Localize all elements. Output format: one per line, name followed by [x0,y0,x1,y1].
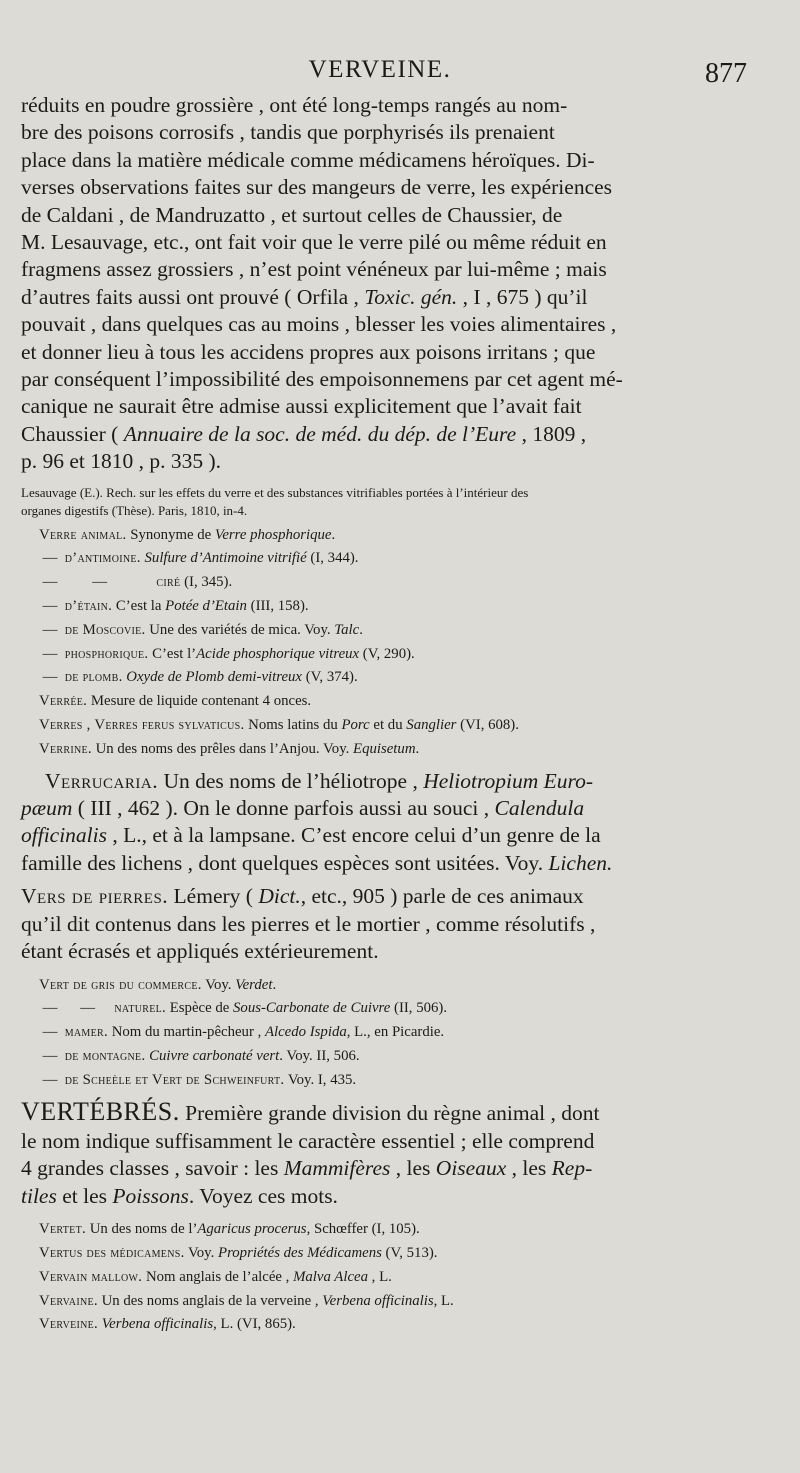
text-line: M. Lesauvage, etc., ont fait voir que le verre pilé ou même réduit en [21,230,607,255]
text-line: verses observations faites sur des mangeurs de verre, les expériences [21,175,613,200]
vert-entries [21,974,759,1093]
entry-verre-antimoine: — d’antimoine. Sulfure d’Antimoine vitrifié (I, 344). [42,550,359,567]
entry-vervain-mallow: Vervain mallow. Nom anglais de l’alcée , Malva Alcea , L. [39,1268,392,1285]
intro-paragraph [21,92,759,476]
entry-vers-de-pierres: Vers de pierres. Lémery ( Dict., etc., 905 ) parle de ces animaux qu’il dit contenus dans les pierres et le mortier , comme résolutifs , étant écrasés et appliqués extérieurement. [21,884,596,964]
entry-verres: Verres , Verres ferus sylvaticus. Noms latins du Porc et du Sanglier (VI, 608). [39,717,519,734]
page-number: 877 [705,58,747,89]
text-line: canique ne saurait être admise aussi explicitement que l’avait fait [21,394,582,419]
text-line: et donner lieu à tous les accidens propres aux poisons irritans ; que [21,339,596,364]
text-line: fragmens assez grossiers , n’est point vénéneux par lui-même ; mais [21,257,607,282]
entry-vertebres: VERTÉBRÉS. Première grande division du règne animal , dont le nom indique suffisamment le caractère essentiel ; elle comprend 4 grandes classes , savoir : les Mammifères , les Oiseaux , les Rep- tiles et les Poissons. Voyez ces mots. [21,1097,600,1208]
text-line: par conséquent l’impossibilité des empoisonnemens par cet agent mé- [21,367,623,392]
text-line: Chaussier ( [21,421,124,446]
entry-verre-etain: — d’étain. C’est la Potée d’Etain (III, 158). [42,598,309,615]
entry-verre-moscovie: — de Moscovie. Une des variétés de mica. Voy. Talc. [42,621,363,638]
citation-title: Toxic. gén. [364,284,458,309]
text-line: de Caldani , de Mandruzatto , et surtout celles de Chaussier, de [21,202,563,227]
text-line: d’autres faits aussi ont prouvé ( Orfila , [21,284,365,309]
running-head: VERVEINE. [308,56,452,83]
entry-verre-phosphorique: — phosphorique. C’est l’Acide phosphorique vitreux (V, 290). [42,645,415,662]
bibliographic-reference [21,484,759,520]
entry-vert-scheele: — de Scheèle et Vert de Schweinfurt. Voy. I, 435. [42,1071,357,1088]
entry-vertus: Vertus des médicamens. Voy. Propriétés des Médicamens (V, 513). [39,1244,438,1261]
entry-verre-plomb: — de plomb. Oxyde de Plomb demi-vitreux (V, 374). [42,669,358,686]
verre-entries [21,524,759,691]
entry-vert-naturel: — — naturel. Espèce de Sous-Carbonate de Cuivre (II, 506). [42,1000,448,1017]
page-body [21,92,759,1337]
entry-verrucaria: Verrucaria. Un des noms de l’héliotrope , Heliotropium Euro- pæum ( III , 462 ). On le donne parfois aussi au souci , Calendula officinalis , L., et à la lampsane. C’est encore celui d’un genre de la famille des lichens , dont quelques espèces sont usitées. Voy. Lichen. [21,768,613,875]
text-line: , I , 675 ) qu’il [457,284,588,309]
citation-title: Annuaire de la soc. de méd. du dép. de l’Eure [123,421,517,446]
final-entries [21,1218,759,1337]
entry-verrine: Verrine. Un des noms des prêles dans l’Anjou. Voy. Equisetum. [39,740,420,757]
text-line: bre des poisons corrosifs , tandis que porphyrisés ils prenaient [21,120,555,145]
misc-entries [21,690,759,761]
entry-vert-mamer: — mamer. Nom du martin-pêcheur , Alcedo Ispida, L., en Picardie. [42,1024,445,1041]
text-line: p. 96 et 1810 , p. 335 ). [21,449,222,474]
entry-verre-antimoine-cire: — — ciré (I, 345). [42,574,233,591]
text-line: réduits en poudre grossière , ont été long-temps rangés au nom- [21,93,568,117]
text-line: pouvait , dans quelques cas au moins , blesser les voies alimentaires , [21,312,617,337]
entry-vert-de-gris: Vert de gris du commerce. Voy. Verdet. [39,976,277,993]
reference-line: Lesauvage (E.). Rech. sur les effets du verre et des substances vitrifiables portées à l’intérieur des [21,484,529,500]
entry-vervaine: Vervaine. Un des noms anglais de la verveine , Verbena officinalis, L. [39,1292,454,1309]
text-line: place dans la matière médicale comme médicamens héroïques. Di- [21,147,595,172]
entry-verree: Verrée. Mesure de liquide contenant 4 onces. [39,693,312,710]
entry-vert-montagne: — de montagne. Cuivre carbonaté vert. Voy. II, 506. [42,1047,360,1064]
entry-vertet: Vertet. Un des noms de l’Agaricus procerus, Schœffer (I, 105). [39,1221,420,1238]
text-line: , 1809 , [516,421,587,446]
entry-verre-animal: Verre animal. Synonyme de Verre phosphorique. [39,526,336,543]
reference-line: organes digestifs (Thèse). Paris, 1810, in-4. [21,502,248,518]
entry-verveine: Verveine. Verbena officinalis, L. (VI, 865). [39,1316,296,1333]
